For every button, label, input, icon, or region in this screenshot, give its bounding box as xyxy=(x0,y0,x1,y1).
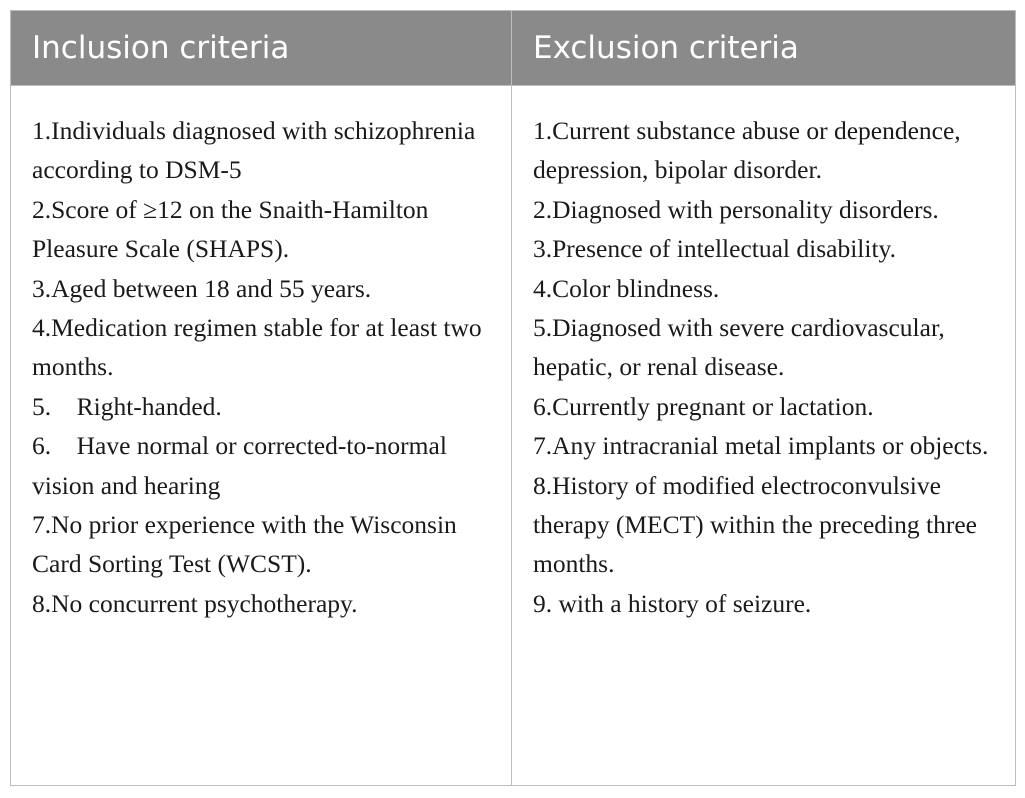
list-item: 6.Currently pregnant or lactation. xyxy=(533,391,874,421)
list-item: 8.History of modified electroconvulsive therapy (MECT) within the preceding three months. xyxy=(533,470,984,579)
exclusion-criteria-header: Exclusion criteria xyxy=(512,11,1016,86)
list-item: 3.Presence of intellectual disability. xyxy=(533,234,897,264)
table-header xyxy=(11,11,1016,86)
table-row xyxy=(11,86,1016,786)
list-item: 4.Color blindness. xyxy=(533,273,720,303)
list-item: 3.Aged between 18 and 55 years. xyxy=(32,273,372,303)
exclusion-criteria-cell xyxy=(512,86,1016,786)
list-item: 1.Individuals diagnosed with schizophrenia according to DSM-5 xyxy=(32,116,482,185)
inclusion-criteria-list xyxy=(32,111,501,623)
list-item: 1.Current substance abuse or dependence, depression, bipolar disorder. xyxy=(533,116,968,185)
list-item: 7.No prior experience with the Wisconsin Card Sorting Test (WCST). xyxy=(32,510,464,579)
list-item: 9. with a history of seizure. xyxy=(533,588,812,618)
list-item: 7.Any intracranial metal implants or objects. xyxy=(533,431,989,461)
header-row xyxy=(11,11,1016,86)
inclusion-criteria-header: Inclusion criteria xyxy=(11,11,512,86)
exclusion-criteria-list xyxy=(533,111,1005,623)
list-item: 5. Right-handed. xyxy=(32,391,222,421)
inclusion-criteria-cell xyxy=(11,86,512,786)
table-body xyxy=(11,86,1016,786)
list-item: 2.Score of ≥12 on the Snaith-Hamilton Pleasure Scale (SHAPS). xyxy=(32,194,435,264)
list-item: 8.No concurrent psychotherapy. xyxy=(32,588,358,618)
criteria-table xyxy=(10,10,1016,786)
list-item: 5.Diagnosed with severe cardiovascular, hepatic, or renal disease. xyxy=(533,313,952,382)
list-item: 4.Medication regimen stable for at least two months. xyxy=(32,313,489,382)
list-item: 6. Have normal or corrected-to-normal vision and hearing xyxy=(32,431,454,500)
list-item: 2.Diagnosed with personality disorders. xyxy=(533,194,939,224)
